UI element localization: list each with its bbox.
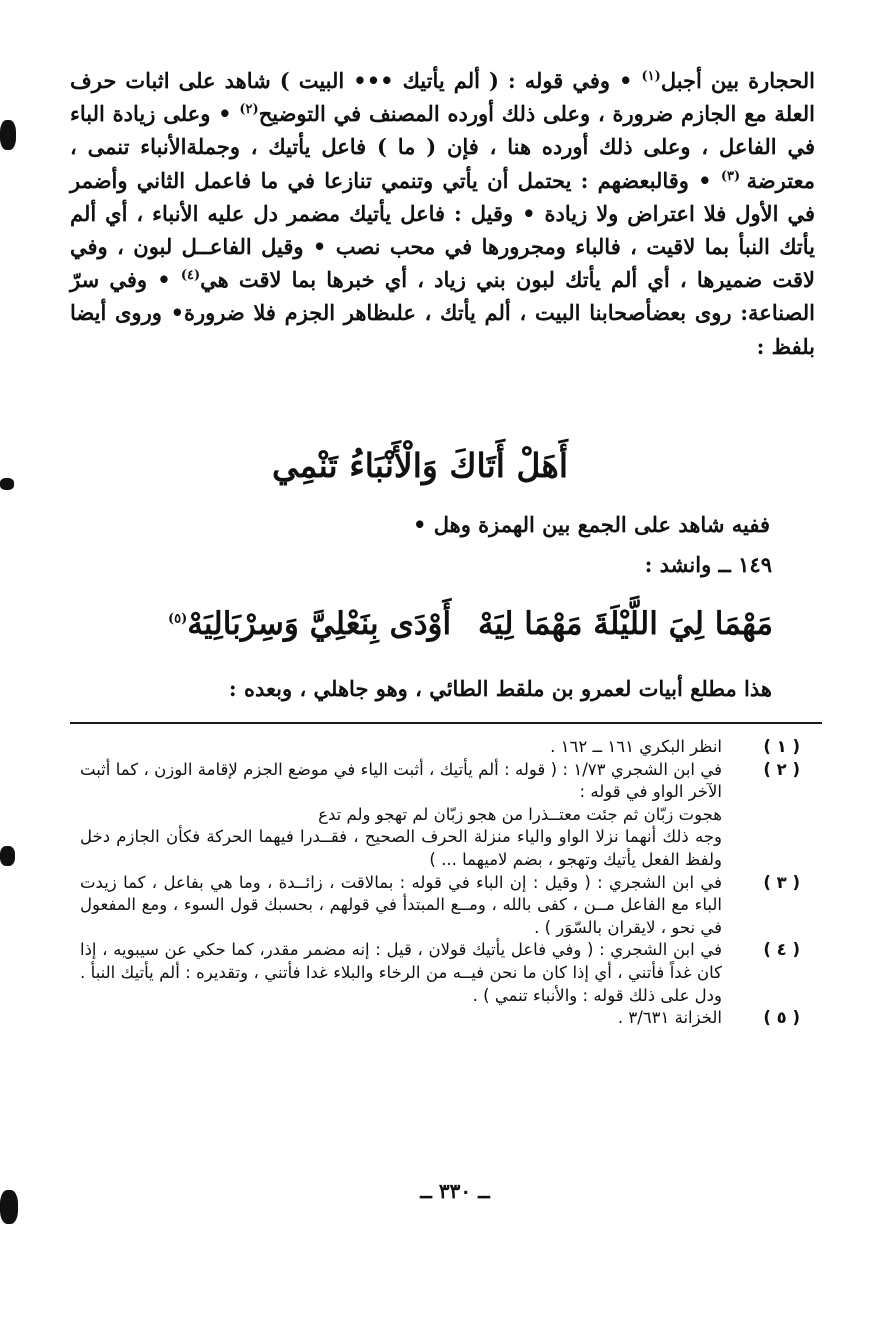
footnote-2: [80, 759, 800, 872]
page-number: ــ ٣٣٠ ــ: [420, 1179, 490, 1203]
footnote-line: وجه ذلك أنهما نزلا الواو والياء منزلة الحرف الصحيح ، فقــدرا فيهما الحركة فكأن الجازم دخل ولفظ الفعل يأتيك وتهجو ، بضم لاميهما ... ): [80, 827, 722, 869]
scan-edge-mark: [0, 120, 16, 150]
main-text-segment-4: • وقالبعضهم : يحتمل أن يأتي وتنمي تنازعا في ما فاعمل الثاني وأضمر في الأول فلا اعتراض ولا زيادة • وقيل : فاعل يأتيك مضمر دل عليه الأنباء ، أي ألم يأتك النبأ بما لاقيت ، فالباء ومجرورها في محب نصب • وقيل الفاعــل لبون ، وفي لاقت ضميرها ، أي ألم يأتك لبون بني زياد ، أي خبرها بما لاقت هي: [70, 167, 815, 293]
footnote-ref-1[interactable]: (١): [641, 69, 661, 84]
footnotes-section: [80, 736, 800, 1030]
footnote-text: [80, 1007, 722, 1030]
footnote-number: ( ٤ ): [763, 940, 800, 960]
main-body-text: [70, 64, 815, 363]
main-text-segment-2: • وفي قوله : ( ألم يأتيك ••• البيت ) شاهد على اثبات حرف العلة مع الجازم ضرورة ، وعلى ذلك أورده المصنف في التوضيح: [70, 68, 816, 127]
scan-edge-mark: [0, 1190, 18, 1224]
footnote-line: في ابن الشجري ١/٧٣ : ( قوله : ألم يأتيك ، أثبت الياء في موضع الجزم لإقامة الوزن ، كما أثبت الآخر الواو في قوله :: [80, 759, 722, 802]
poem-number-heading: ١٤٩ ــ وانشد :: [644, 552, 772, 577]
footnote-ref-3[interactable]: (٣): [720, 168, 747, 184]
footnote-5: [80, 1007, 800, 1030]
footnote-ref-5[interactable]: (٥): [168, 611, 188, 627]
footnote-line: الخزانة ٣/٦٣١ .: [617, 1008, 722, 1028]
footnote-line: في ابن الشجري : ( وقيل : إن الباء في قوله : بمالاقت ، زائــدة ، وما هي بفاعل ، كما زيدت الباء مع الفاعل مــن ، كفى بالله ، ومــع المبتدأ في قولهم ، بحسبك قول السوء ، ومع المفعول في نحو ، لايقران بالسّوَر ) .: [80, 872, 722, 937]
footnote-ref-2[interactable]: (٢): [239, 102, 259, 118]
footnote-divider: [70, 722, 822, 724]
scan-edge-mark: [0, 846, 15, 866]
verse-second-hemistich-text: أَوْدَى بِنَعْلِيَّ وَسِرْبَالِيَهْ: [187, 606, 452, 642]
main-paragraph: [70, 64, 815, 363]
footnote-number: ( ٥ ): [763, 1008, 800, 1028]
footnote-text: [80, 872, 722, 940]
footnote-number: ( ١ ): [763, 737, 800, 756]
main-text-segment-5: • وفي سرّ الصناعة: روى بعضأصحابنا البيت ، ألم يأتك ، علىظاهر الجزم فلا ضرورة• وروى أيضا بلفظ :: [70, 267, 815, 359]
footnote-1: [80, 736, 800, 759]
footnote-4: [80, 939, 800, 1007]
verse-first-hemistich: مَهْمَا لِيَ اللَّيْلَةَ مَهْمَا لِيَهْ: [478, 606, 773, 642]
verse-second-hemistich: [168, 596, 451, 652]
footnote-number: ( ٣ ): [763, 872, 800, 892]
verse-commentary: ففيه شاهد على الجمع بين الهمزة وهل •: [413, 512, 770, 537]
footnote-line: في ابن الشجري : ( وفي فاعل يأتيك قولان ، قيل : إنه مضمر مقدر، كما حكي عن سيبويه ، إذا كان غداً فأتني ، أي إذا كان ما نحن فيــه من الرخاء والبلاء غدا فأتني ، وتقديره : ألم يأتيك النبأ . ودل على ذلك قوله : والأنباء تنمي ) .: [80, 940, 722, 1005]
main-text-segment-1: الحجارة بين أجبل: [660, 68, 815, 93]
poem-intro-line: هذا مطلع أبيات لعمرو بن ملقط الطائي ، وهو جاهلي ، وبعده :: [228, 676, 772, 701]
quoted-verse: أَهَلْ أَتَاكَ وَالْأَنْبَاءُ تَنْمِي: [271, 446, 568, 485]
footnote-text: [80, 759, 722, 872]
scan-edge-mark: [0, 478, 14, 490]
footnote-line: انظر البكري ١٦١ ــ ١٦٢ .: [550, 737, 722, 756]
footnote-text: [80, 939, 722, 1007]
footnote-ref-4[interactable]: (٤): [180, 268, 201, 284]
footnote-verse-line: هجوت زبّان ثم جئت معتــذرا من هجو زبّان لم تهجو ولم تدع: [318, 804, 722, 824]
footnote-text: [80, 736, 722, 759]
main-text-segment-3: • وعلى زيادة الباء في الفاعل ، وعلى ذلك أورده هنا ، فإن ( ما ) فاعل يأتيك ، وجملةالأنباء تنمى ، معترضة: [70, 101, 815, 193]
footnote-number: ( ٢ ): [763, 759, 800, 779]
footnote-3: [80, 872, 800, 940]
